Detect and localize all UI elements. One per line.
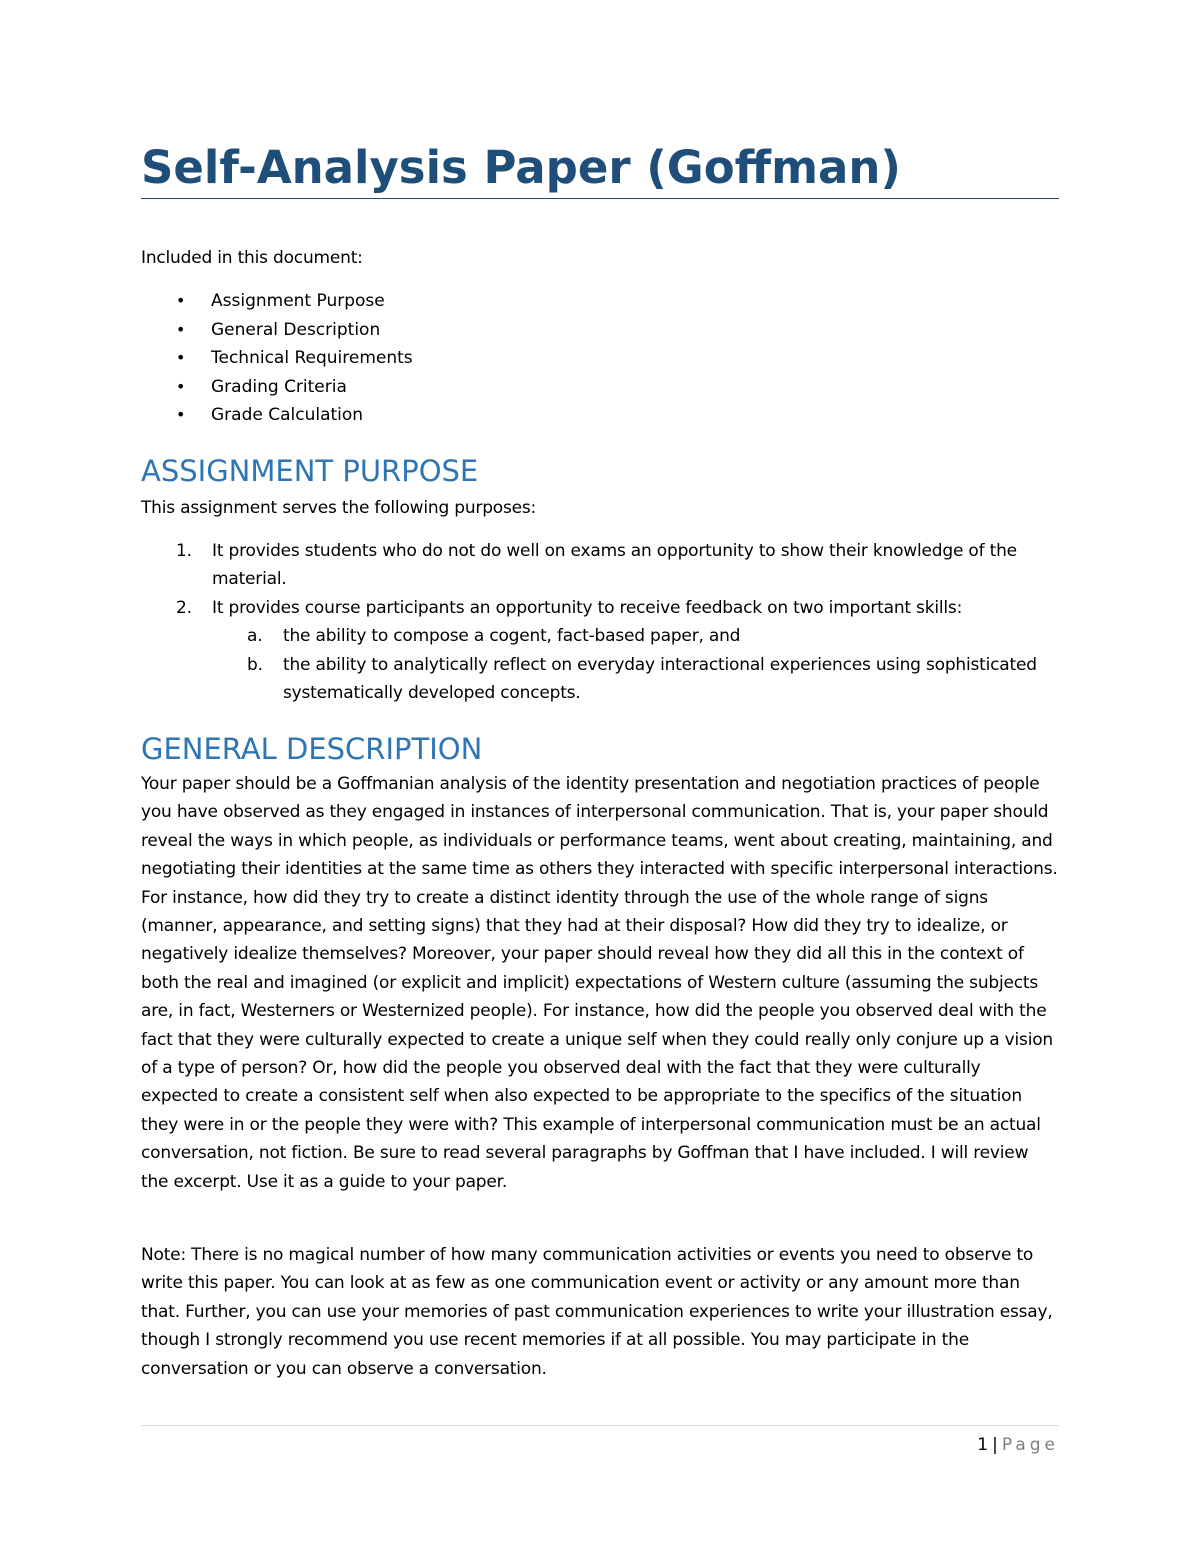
toc-list: [141, 287, 413, 430]
purpose-item: [141, 594, 1059, 708]
purpose-subitem-text: the ability to compose a cogent, fact-based paper, and: [283, 626, 741, 647]
purpose-item: [141, 537, 1059, 594]
page-number: 1: [977, 1435, 989, 1455]
purpose-subitem: [212, 622, 1059, 650]
section-heading-general-description: GENERAL DESCRIPTION: [141, 732, 483, 766]
bullet-icon: •: [176, 405, 186, 425]
note-paragraph: Note: There is no magical number of how many communication activities or events you need to observe to write this paper. You can look at as few as one communication event or activity or any amount more than that. Further, you can use your memories of past communication experiences to write your illustration essay, though I strongly recommend you use recent memories if at all possible. You may participate in the conversation or you can observe a conversation.: [141, 1245, 1053, 1379]
purpose-sublist: [212, 622, 1059, 707]
purpose-item-text: It provides course participants an opportunity to receive feedback on two important skills:: [212, 597, 963, 618]
toc-item-label: Grading Criteria: [211, 376, 347, 397]
list-number: 1.: [176, 541, 192, 561]
bullet-icon: •: [176, 291, 186, 310]
toc-item-label: Technical Requirements: [211, 348, 413, 369]
toc-item: [141, 344, 413, 373]
page-label: Page: [1001, 1435, 1059, 1455]
toc-item-label: Assignment Purpose: [211, 291, 385, 311]
general-description-paragraph: Your paper should be a Goffmanian analysis of the identity presentation and negotiation practices of people you have observed as they engaged in instances of interpersonal communication. That is, your paper should reveal the ways in which people, as individuals or performance teams, went about creating, maintaining, and negotiating their identities at the same time as others they interacted with specific interpersonal interactions. For instance, how did they try to create a distinct identity through the use of the whole range of signs (manner, appearance, and setting signs) that they had at their disposal? How did they try to idealize, or negatively idealize themselves? Moreover, your paper should reveal how they did all this in the context of both the real and imagined (or explicit and implicit) expectations of Western culture (assuming the subjects are, in fact, Westerners or Westernized people). For instance, how did the people you observed deal with the fact that they were culturally expected to create a unique self when they could really only conjure up a vision of a type of person? Or, how did the people you observed deal with the fact that they were culturally expected to create a consistent self when also expected to be appropriate to the specifics of the situation they were in or the people they were with? This example of interpersonal communication must be an actual conversation, not fiction. Be sure to read several paragraphs by Goffman that I have included. I will review the excerpt. Use it as a guide to your paper.: [141, 774, 1058, 1192]
toc-item: [141, 373, 413, 402]
footer-separator: |: [992, 1435, 998, 1455]
list-letter: b.: [247, 654, 263, 675]
bullet-icon: •: [176, 348, 186, 368]
section-heading-assignment-purpose: ASSIGNMENT PURPOSE: [141, 454, 479, 488]
toc-item-label: Grade Calculation: [211, 405, 364, 426]
title-underline: [141, 198, 1059, 199]
toc-item: [141, 401, 413, 430]
page-footer: [977, 1432, 1059, 1458]
purpose-list: [141, 537, 1059, 707]
bullet-icon: •: [176, 319, 186, 339]
purpose-intro: This assignment serves the following purposes:: [141, 498, 537, 518]
purpose-subitem-text: the ability to analytically reflect on everyday interactional experiences using sophisticated systematically developed concepts.: [283, 654, 1037, 704]
toc-item-label: General Description: [211, 319, 381, 340]
list-number: 2.: [176, 597, 192, 618]
toc-item: [141, 316, 413, 345]
document-page: [141, 0, 1059, 1553]
toc-item: [141, 287, 413, 316]
document-title: Self-Analysis Paper (Goffman): [141, 141, 901, 194]
purpose-item-text: It provides students who do not do well on exams an opportunity to show their knowledge of the material.: [212, 541, 1017, 590]
purpose-subitem: [212, 651, 1059, 708]
footer-divider: [141, 1425, 1059, 1426]
bullet-icon: •: [176, 376, 186, 396]
list-letter: a.: [247, 626, 263, 647]
toc-intro: Included in this document:: [141, 248, 363, 268]
